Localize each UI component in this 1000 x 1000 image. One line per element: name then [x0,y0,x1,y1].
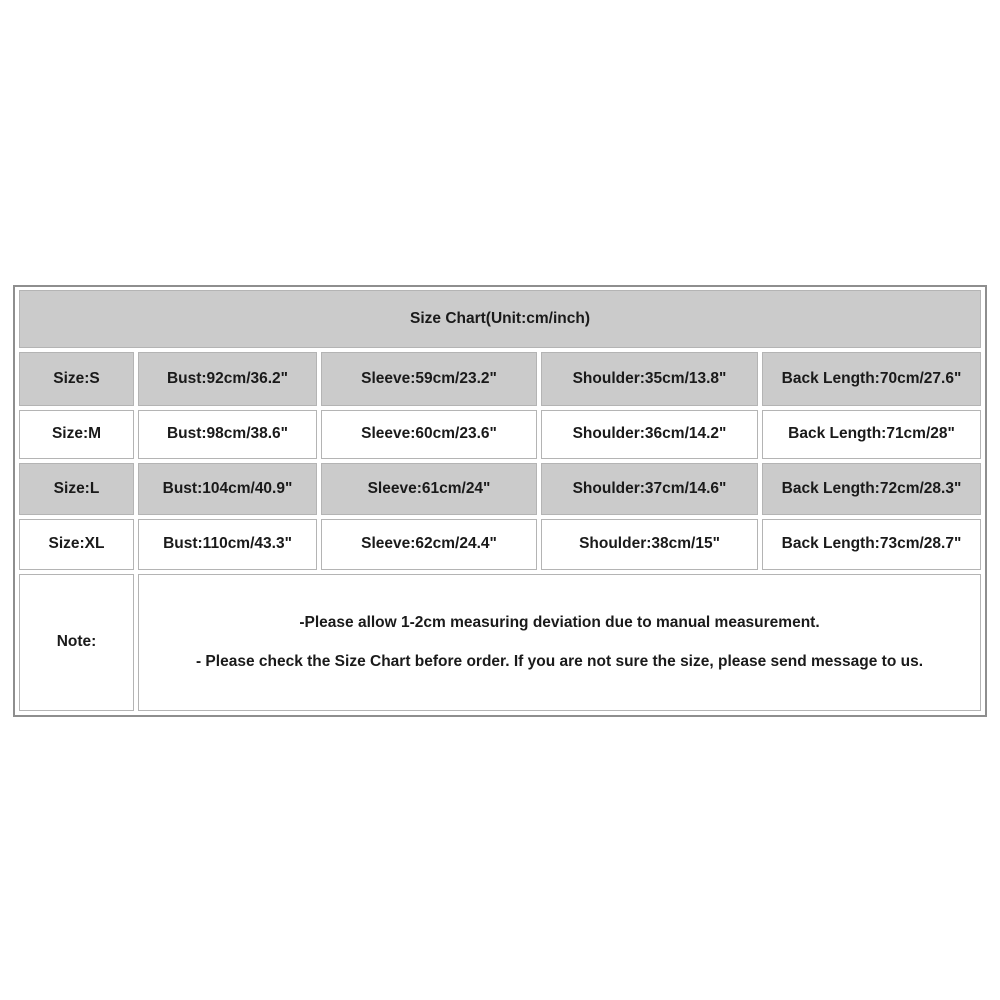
row-m-size: Size:M [19,410,134,459]
row-l-shoulder: Shoulder:37cm/14.6" [541,463,758,515]
row-m-shoulder: Shoulder:36cm/14.2" [541,410,758,459]
row-m-sleeve: Sleeve:60cm/23.6" [321,410,537,459]
row-xl-bust: Bust:110cm/43.3" [138,519,317,570]
row-xl-sleeve: Sleeve:62cm/24.4" [321,519,537,570]
row-s-shoulder: Shoulder:35cm/13.8" [541,352,758,406]
row-xl-shoulder: Shoulder:38cm/15" [541,519,758,570]
row-l-size: Size:L [19,463,134,515]
row-l-bust: Bust:104cm/40.9" [138,463,317,515]
row-l-sleeve: Sleeve:61cm/24" [321,463,537,515]
row-xl-back-length: Back Length:73cm/28.7" [762,519,981,570]
row-xl-size: Size:XL [19,519,134,570]
row-s-back-length: Back Length:70cm/27.6" [762,352,981,406]
size-chart-table [13,285,987,717]
row-m-bust: Bust:98cm/38.6" [138,410,317,459]
row-s-size: Size:S [19,352,134,406]
row-m-back-length: Back Length:71cm/28" [762,410,981,459]
row-s-sleeve: Sleeve:59cm/23.2" [321,352,537,406]
note-line-check-chart: - Please check the Size Chart before order. If you are not sure the size, please send message to us. [195,652,924,670]
row-l-back-length: Back Length:72cm/28.3" [762,463,981,515]
row-s-bust: Bust:92cm/36.2" [138,352,317,406]
note-body [138,574,981,711]
note-label: Note: [19,574,134,711]
size-chart-title: Size Chart(Unit:cm/inch) [19,290,981,348]
note-line-deviation: -Please allow 1-2cm measuring deviation due to manual measurement. [299,613,820,631]
